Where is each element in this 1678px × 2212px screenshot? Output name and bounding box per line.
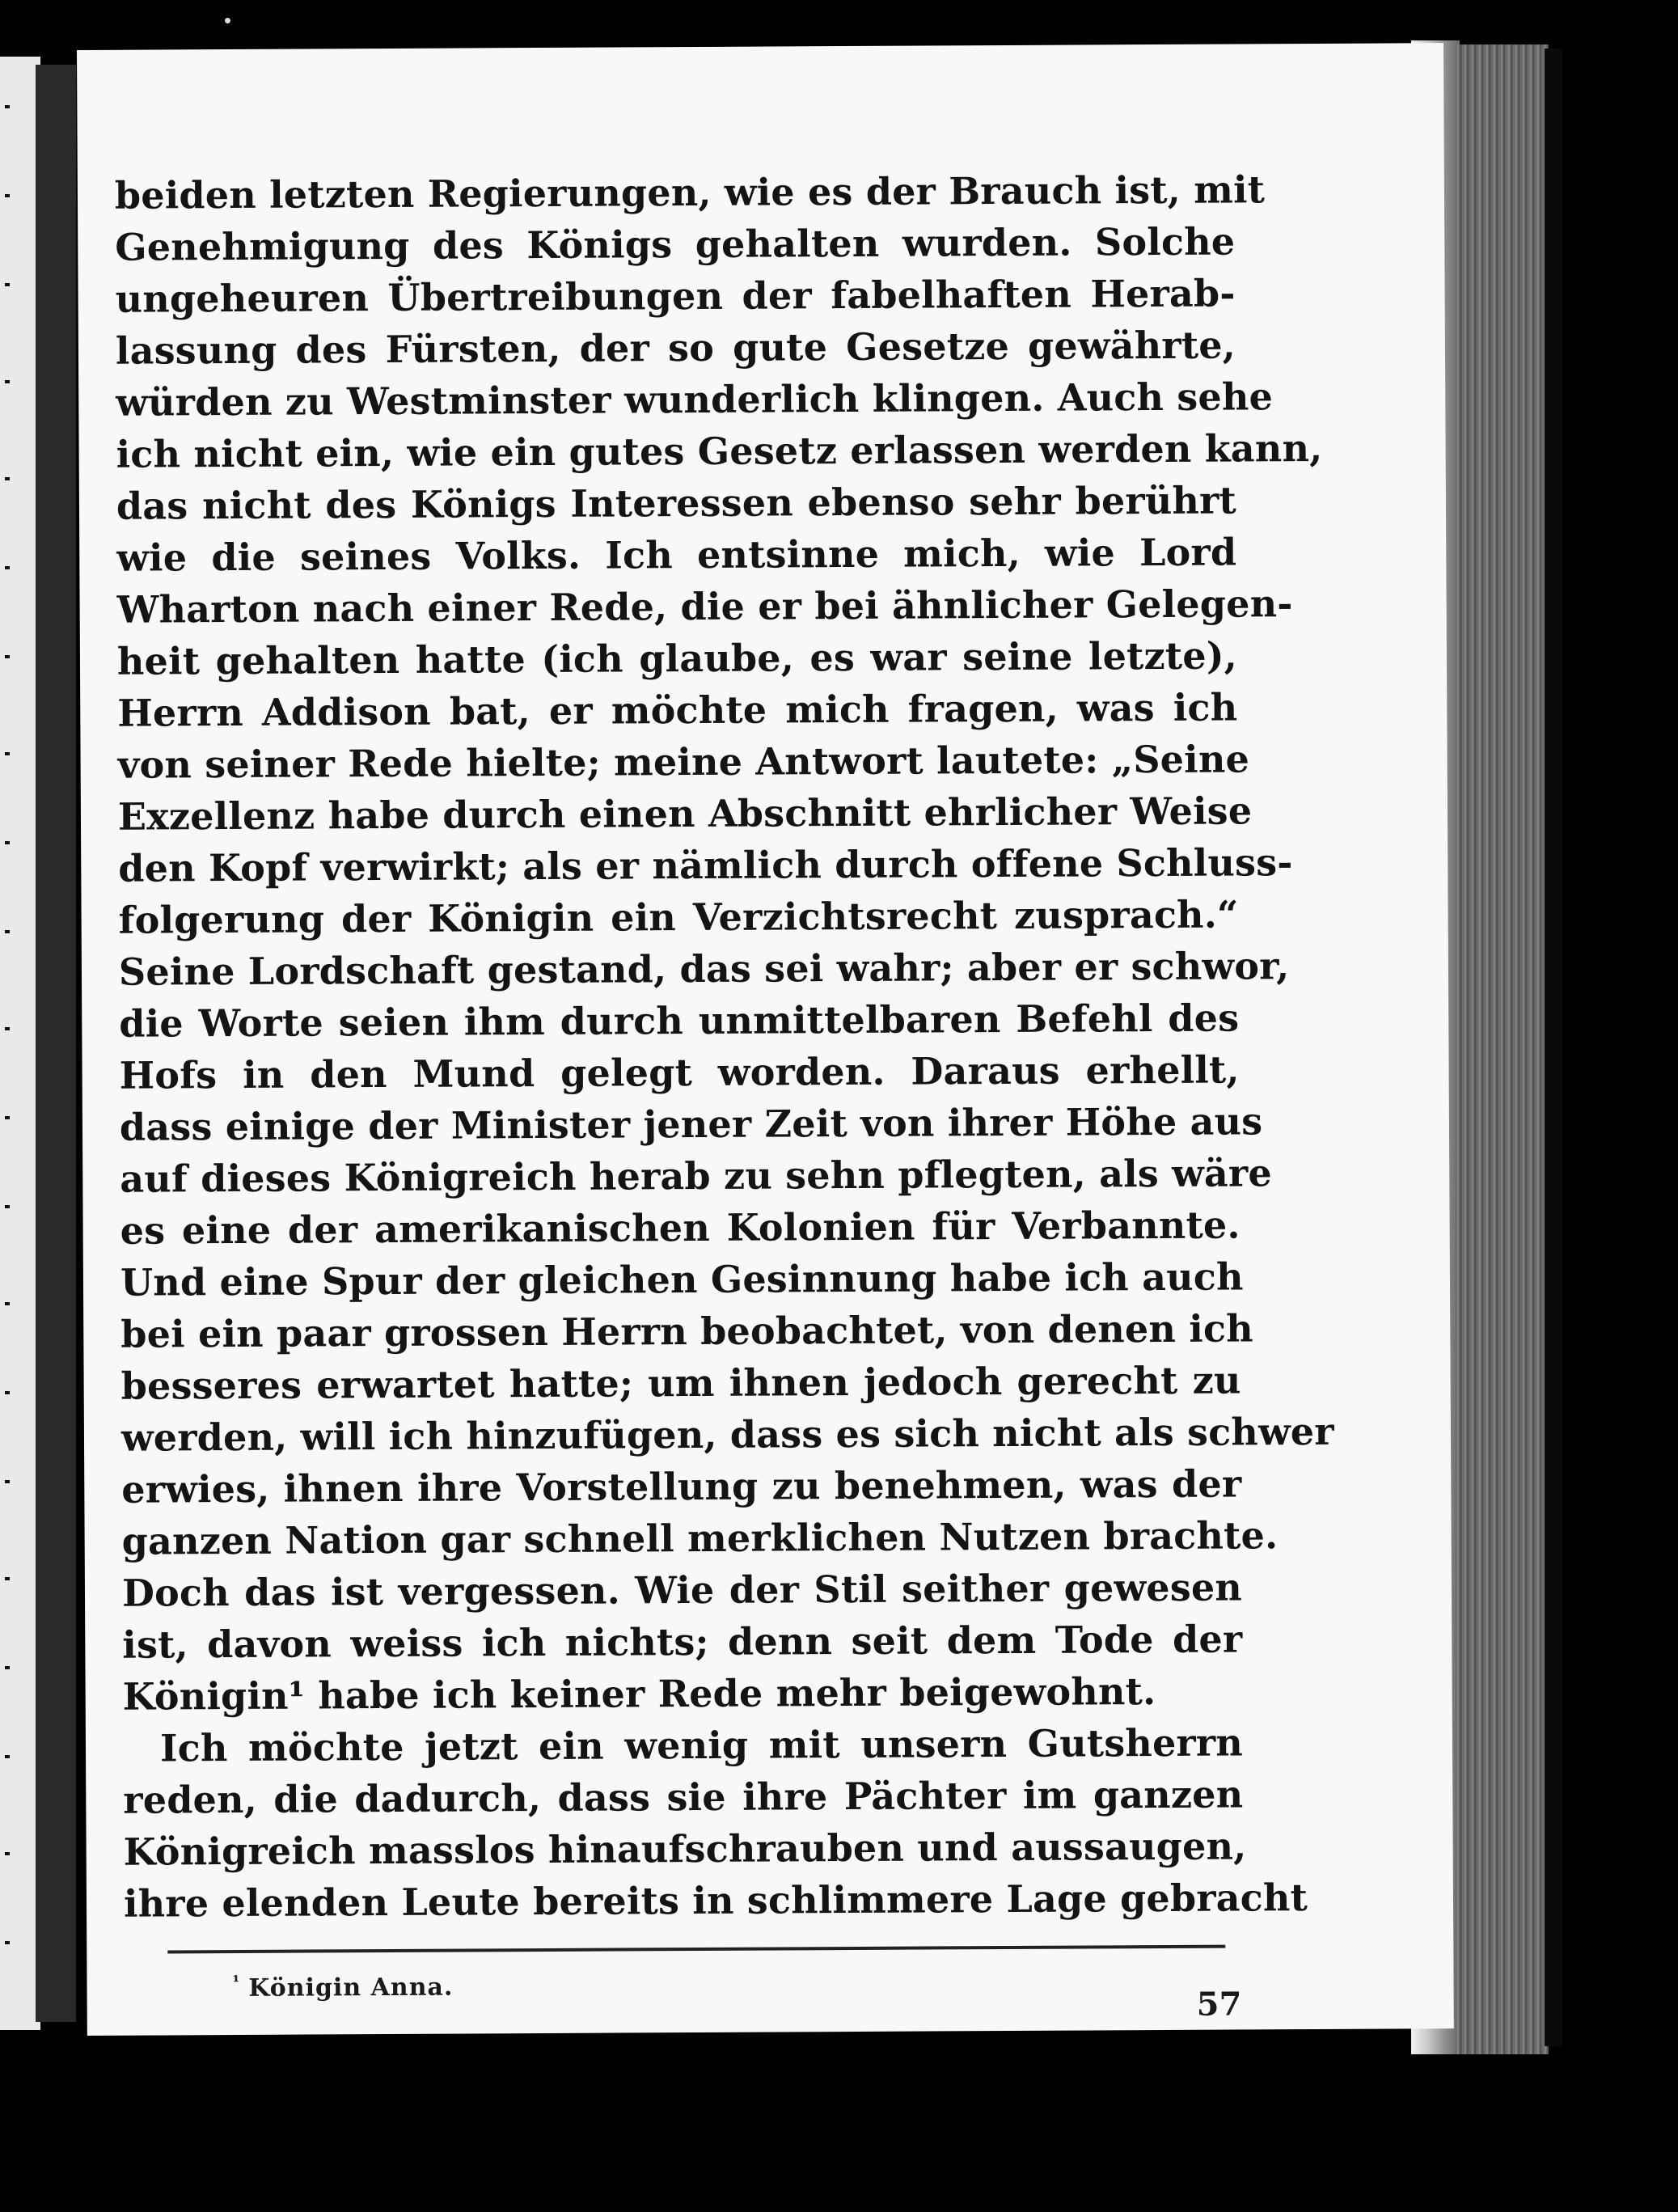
text-line: Herrn Addison bat, er möchte mich fragen, was ich: [117, 685, 1238, 735]
text-line: es eine der amerikanischen Kolonien für Verbannte.: [120, 1203, 1241, 1253]
footnote-divider: [167, 1945, 1225, 1954]
book-page: [77, 43, 1454, 2036]
scan-speck: [225, 18, 230, 23]
text-line: Ich möchte jetzt ein wenig mit unsern Gutsherrn: [159, 1720, 1244, 1770]
text-line: würden zu Westminster wunderlich klingen. Auch sehe: [116, 374, 1274, 425]
text-line: ungeheuren Übertreibungen der fabelhaften Herab-: [115, 271, 1236, 321]
text-line: Wharton nach einer Rede, die er bei ähnlicher Gelegen-: [116, 582, 1293, 632]
text-line: ich nicht ein, wie ein gutes Gesetz erlassen werden kann,: [116, 425, 1323, 476]
text-line: reden, die dadurch, dass sie ihre Pächter im ganzen: [123, 1772, 1244, 1822]
text-line: ihre elenden Leute bereits in schlimmere Lage gebracht: [123, 1876, 1308, 1926]
text-line: Genehmigung des Königs gehalten wurden. Solche: [115, 219, 1236, 269]
text-line: Königin¹ habe ich keiner Rede mehr beigewohnt.: [122, 1669, 1156, 1719]
text-line: von seiner Rede hielte; meine Antwort lautete: „Seine: [117, 737, 1250, 787]
footnote-text: Königin Anna.: [248, 1973, 454, 2003]
body-text: [114, 164, 1334, 1930]
text-line: ist, davon weiss ich nichts; denn seit dem Tode der: [122, 1617, 1243, 1667]
text-line: Königreich masslos hinaufschrauben und aussaugen,: [123, 1824, 1247, 1874]
page-stack: [1456, 44, 1549, 2054]
left-page-gutter: [36, 65, 76, 2022]
footnote-marker: ¹: [232, 1971, 241, 1992]
text-line: die Worte seien ihm durch unmittelbaren Befehl des: [119, 996, 1240, 1046]
text-line: werden, will ich hinzufügen, dass es sich nicht als schwer: [120, 1409, 1334, 1460]
text-line: Exzellenz habe durch einen Abschnitt ehrlicher Weise: [117, 789, 1253, 839]
text-line: Doch das ist vergessen. Wie der Stil seither gewesen: [121, 1565, 1243, 1615]
text-line: erwies, ihnen ihre Vorstellung zu benehmen, was der: [121, 1461, 1242, 1512]
text-line: besseres erwartet hatte; um ihnen jedoch gerecht zu: [120, 1358, 1241, 1408]
text-line: den Kopf verwirkt; als er nämlich durch offene Schluss-: [118, 840, 1293, 890]
text-line: beiden letzten Regierungen, wie es der Brauch ist, mit: [114, 167, 1266, 218]
text-line: ganzen Nation gar schnell merklichen Nutzen brachte.: [121, 1513, 1279, 1563]
text-line: folgerung der Königin ein Verzichtsrecht zusprach.“: [118, 892, 1239, 942]
text-line: Seine Lordschaft gestand, das sei wahr; aber er schwor,: [118, 944, 1290, 994]
left-page-text-edge: [5, 73, 21, 2014]
book-cover-edge: [1545, 49, 1562, 2046]
text-line: dass einige der Minister jener Zeit von ihrer Höhe aus: [119, 1099, 1263, 1149]
text-line: heit gehalten hatte (ich glaube, es war seine letzte),: [116, 633, 1238, 683]
footnote: [232, 1971, 453, 2003]
text-line: auf dieses Königreich herab zu sehn pflegten, als wäre: [120, 1151, 1272, 1201]
text-line: Und eine Spur der gleichen Gesinnung habe ich auch: [120, 1254, 1244, 1305]
text-line: lassung des Fürsten, der so gute Gesetze gewährte,: [115, 323, 1236, 373]
text-line: das nicht des Königs Interessen ebenso sehr berührt: [116, 478, 1237, 528]
text-line: wie die seines Volks. Ich entsinne mich, wie Lord: [116, 530, 1237, 580]
page-number: 57: [1196, 1985, 1242, 2024]
text-line: Hofs in den Mund gelegt worden. Daraus erhellt,: [119, 1047, 1240, 1098]
text-line: bei ein paar grossen Herrn beobachtet, von denen ich: [120, 1306, 1253, 1356]
